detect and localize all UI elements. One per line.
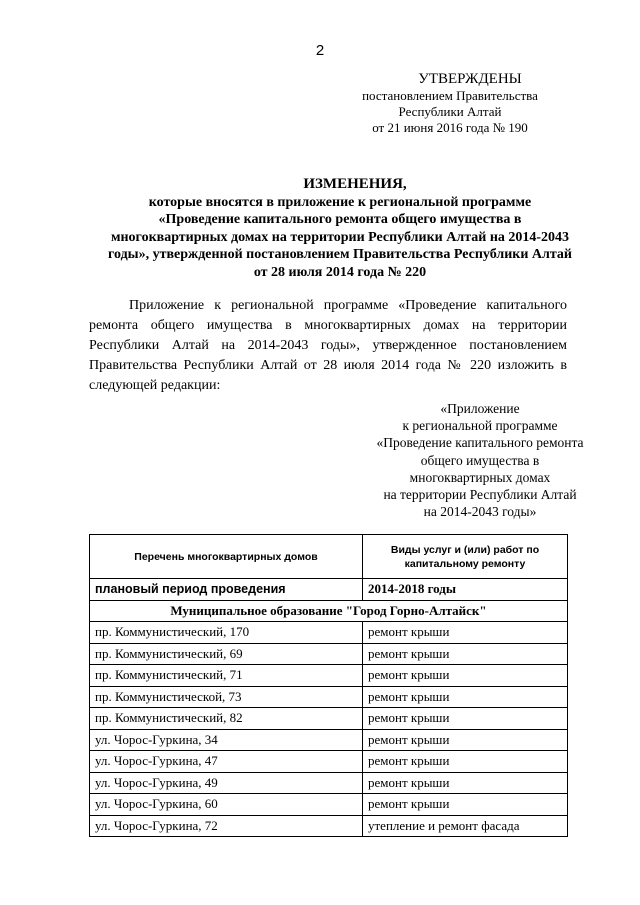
table-row [90,772,568,794]
house-address: пр. Коммунистический, 170 [90,622,363,644]
period-row [90,579,568,601]
house-address: ул. Чорос-Гуркина, 72 [90,815,363,837]
work-type: утепление и ремонт фасада [363,815,568,837]
period-value: 2014-2018 годы [363,579,568,601]
intro-paragraph: Приложение к региональной программе «Проведение капитального ремонта общего имущества в многоквартирных домах на территории Республики Алтай на 2014-2043 годы», утвержденное постановлением Правительства Республики Алтай от 28 июля 2014 года № 220 изложить в следующей редакции: [89,298,567,393]
appendix-heading [345,400,615,520]
municipality-row [90,600,568,622]
approval-heading: УТВЕРЖДЕНЫ [418,71,522,87]
period-label: плановый период проведения [90,579,363,601]
appendix-line-6: на территории Республики Алтай [383,487,577,503]
header-houses: Перечень многоквартирных домов [90,535,363,579]
title-line-2: «Проведение капитального ремонта общего имущества в [158,212,522,227]
municipality-name: Муниципальное образование "Город Горно-Алтайск" [90,600,568,622]
house-address: пр. Коммунистический, 82 [90,708,363,730]
table-row [90,665,568,687]
table-row [90,729,568,751]
title-line-3: многоквартирных домах на территории Республики Алтай на 2014-2043 [110,229,570,245]
work-type: ремонт крыши [363,643,568,665]
title-line-1: которые вносятся в приложение к региональной программе [148,194,532,210]
work-type: ремонт крыши [363,772,568,794]
appendix-line-2: к региональной программе [402,418,558,434]
table-row [90,643,568,665]
title-line-4: годы», утвержденной постановлением Правительства Республики Алтай [107,247,572,262]
table-row [90,751,568,773]
repair-works-table [89,534,568,837]
house-address: ул. Чорос-Гуркина, 49 [90,772,363,794]
table-row [90,794,568,816]
approval-line-2: Республики Алтай [398,104,502,119]
table-body [90,579,568,837]
house-address: ул. Чорос-Гуркина, 34 [90,729,363,751]
appendix-line-5: многоквартирных домах [409,469,551,485]
house-address: пр. Коммунистический, 71 [90,665,363,687]
work-type: ремонт крыши [363,794,568,816]
house-address: ул. Чорос-Гуркина, 47 [90,751,363,773]
house-address: ул. Чорос-Гуркина, 60 [90,794,363,816]
work-type: ремонт крыши [363,622,568,644]
header-works: Виды услуг и (или) работ по капитальному ремонту [363,535,568,579]
appendix-line-3: «Проведение капитального ремонта [376,435,584,451]
house-address: пр. Коммунистической, 73 [90,686,363,708]
table-row [90,622,568,644]
work-type: ремонт крыши [363,665,568,687]
approval-stamp-block [330,70,570,136]
work-type: ремонт крыши [363,751,568,773]
title-line-5: от 28 июля 2014 года № 220 [253,264,427,280]
title-main: ИЗМЕНЕНИЯ, [303,176,407,192]
appendix-line-7: на 2014-2043 годы» [423,504,537,520]
appendix-line-4: общего имущества в [420,452,540,468]
work-type: ремонт крыши [363,729,568,751]
work-type: ремонт крыши [363,708,568,730]
table-header-row [90,535,568,579]
table-row [90,815,568,837]
approval-line-3: от 21 июня 2016 года № 190 [372,120,528,135]
appendix-line-1: «Приложение [440,401,520,416]
document-title [80,176,600,281]
page-number: 2 [315,42,325,59]
approval-line-1: постановлением Правительства [362,88,538,103]
work-type: ремонт крыши [363,686,568,708]
house-address: пр. Коммунистический, 69 [90,643,363,665]
table-row [90,686,568,708]
table-row [90,708,568,730]
